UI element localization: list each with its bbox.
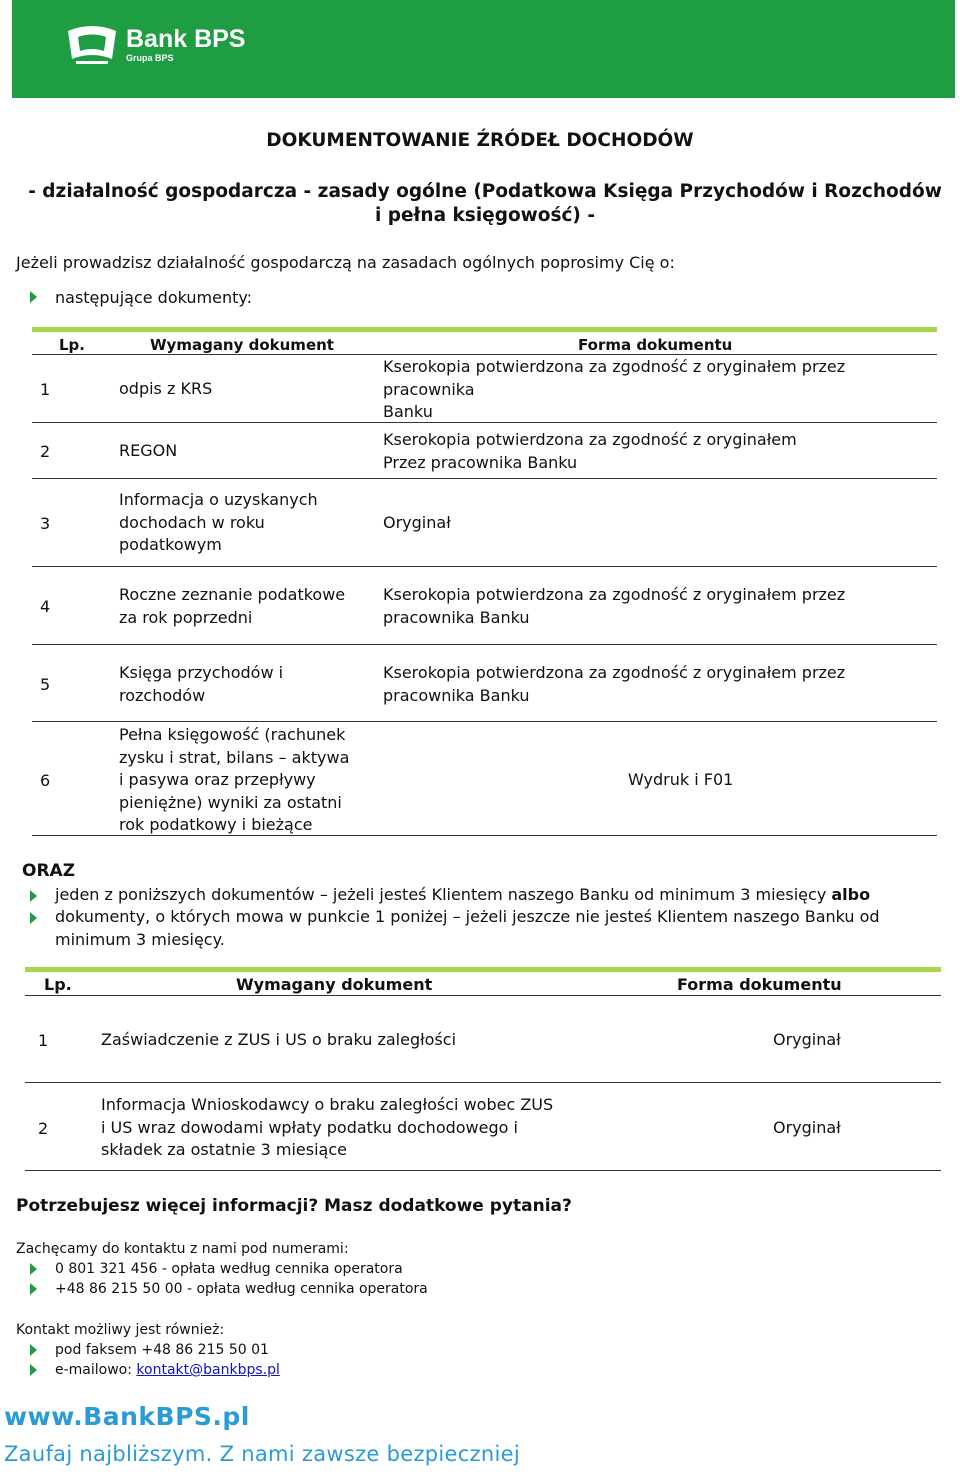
divider: [25, 1082, 941, 1083]
arrow-bullet-icon: [30, 890, 37, 902]
table1-header-form: Forma dokumentu: [578, 336, 733, 354]
oraz-label: ORAZ: [22, 861, 76, 881]
table-row-form: Oryginał: [383, 513, 451, 532]
table1-top-bar: [32, 327, 937, 332]
table-row-lp: 2: [40, 442, 51, 461]
table-row-doc: Pełna księgowość (rachunek zysku i strat, bilans – aktywa i pasywa oraz przepływy pieniężne) wyniki za ostatni rok podatkowy i bieżące: [119, 725, 350, 835]
table-row-doc: Informacja o uzyskanych dochodach w roku podatkowym: [119, 490, 318, 555]
contact-also: Kontakt możliwy jest również:: [16, 1322, 225, 1338]
email-item: e-mailowo: kontakt@bankbps.pl: [30, 1362, 280, 1378]
table-row-form: Kserokopia potwierdzona za zgodność z oryginałem Przez pracownika Banku: [383, 430, 797, 472]
table2-header-doc: Wymagany dokument: [236, 975, 433, 994]
table-row-lp: 4: [40, 597, 51, 616]
footer-url[interactable]: www.BankBPS.pl: [4, 1402, 250, 1431]
table1-header-lp: Lp.: [59, 336, 85, 354]
arrow-bullet-icon: [30, 291, 37, 303]
table-row-doc: Roczne zeznanie podatkowe za rok poprzedni: [119, 585, 346, 627]
table-row-doc: REGON: [119, 441, 178, 460]
intro-text: Jeżeli prowadzisz działalność gospodarczą na zasadach ogólnych poprosimy Cię o:: [16, 253, 675, 272]
logo-subtitle: Grupa BPS: [126, 53, 174, 63]
logo-icon: [64, 23, 120, 67]
email-link[interactable]: kontakt@bankbps.pl: [136, 1362, 280, 1378]
divider: [32, 478, 937, 479]
divider: [32, 721, 937, 722]
divider: [32, 422, 937, 423]
table-row-form: Kserokopia potwierdzona za zgodność z oryginałem przez pracownika Banku: [383, 663, 846, 705]
table-row-lp: 2: [38, 1119, 49, 1138]
arrow-bullet-icon: [30, 1344, 37, 1356]
divider: [25, 995, 941, 996]
header-banner: [12, 0, 955, 98]
oraz-bullet-1: jeden z poniższych dokumentów – jeżeli jesteś Klientem naszego Banku od minimum 3 miesięcy albo: [30, 884, 940, 907]
table2-top-bar: [25, 967, 941, 972]
table-row-form: Kserokopia potwierdzona za zgodność z oryginałem przez pracownika Banku: [383, 585, 846, 627]
logo-title: Bank BPS: [126, 25, 246, 53]
table-row-form: Kserokopia potwierdzona za zgodność z oryginałem przez pracownika Banku: [383, 357, 846, 422]
table-row-doc: Księga przychodów i rozchodów: [119, 663, 284, 705]
divider: [25, 1170, 941, 1171]
divider: [32, 566, 937, 567]
arrow-bullet-icon: [30, 1263, 37, 1275]
table-row-lp: 3: [40, 514, 51, 533]
table-row-form: Oryginał: [773, 1030, 841, 1049]
table2-header-lp: Lp.: [44, 975, 72, 994]
arrow-bullet-icon: [30, 912, 37, 924]
help-title: Potrzebujesz więcej informacji? Masz dodatkowe pytania?: [16, 1196, 572, 1216]
arrow-bullet-icon: [30, 1364, 37, 1376]
phone-item-2: +48 86 215 50 00 - opłata według cennika operatora: [30, 1281, 428, 1297]
subtitle-line-2: i pełna księgowość) -: [374, 205, 596, 226]
phone-item-1: 0 801 321 456 - opłata według cennika operatora: [30, 1261, 403, 1277]
table-row-form: Wydruk i F01: [628, 770, 734, 789]
table-row-lp: 5: [40, 675, 51, 694]
table-row-lp: 1: [40, 380, 51, 399]
divider: [32, 644, 937, 645]
table-row-doc: Informacja Wnioskodawcy o braku zaległości wobec ZUS i US wraz dowodami wpłaty podatku dochodowego i składek za ostatnie 3 miesiące: [101, 1095, 554, 1160]
bank-logo[interactable]: [64, 22, 245, 68]
oraz-bullet-2: dokumenty, o których mowa w punkcie 1 poniżej – jeżeli jeszcze nie jesteś Klientem naszego Banku od minimum 3 miesięcy.: [30, 906, 945, 951]
divider: [32, 835, 937, 836]
table-row-form: Oryginał: [773, 1118, 841, 1137]
divider: [32, 354, 937, 355]
table1-header-doc: Wymagany dokument: [150, 336, 334, 354]
footer-slogan: Zaufaj najbliższym. Z nami zawsze bezpieczniej: [4, 1442, 521, 1466]
table-row-lp: 1: [38, 1031, 49, 1050]
page-subtitle: [20, 180, 950, 228]
page-title: DOKUMENTOWANIE ŹRÓDEŁ DOCHODÓW: [266, 130, 694, 151]
arrow-bullet-icon: [30, 1283, 37, 1295]
table2-header-form: Forma dokumentu: [677, 975, 842, 994]
contact-intro: Zachęcamy do kontaktu z nami pod numerami:: [16, 1241, 349, 1257]
table-row-lp: 6: [40, 771, 51, 790]
fax-item: pod faksem +48 86 215 50 01: [30, 1342, 269, 1358]
table-row-doc: odpis z KRS: [119, 379, 213, 398]
intro-bullet: następujące dokumenty:: [30, 288, 252, 307]
table-row-doc: Zaświadczenie z ZUS i US o braku zaległości: [101, 1030, 457, 1049]
subtitle-line-1: - działalność gospodarcza - zasady ogólne (Podatkowa Księga Przychodów i Rozchodów: [28, 181, 942, 202]
